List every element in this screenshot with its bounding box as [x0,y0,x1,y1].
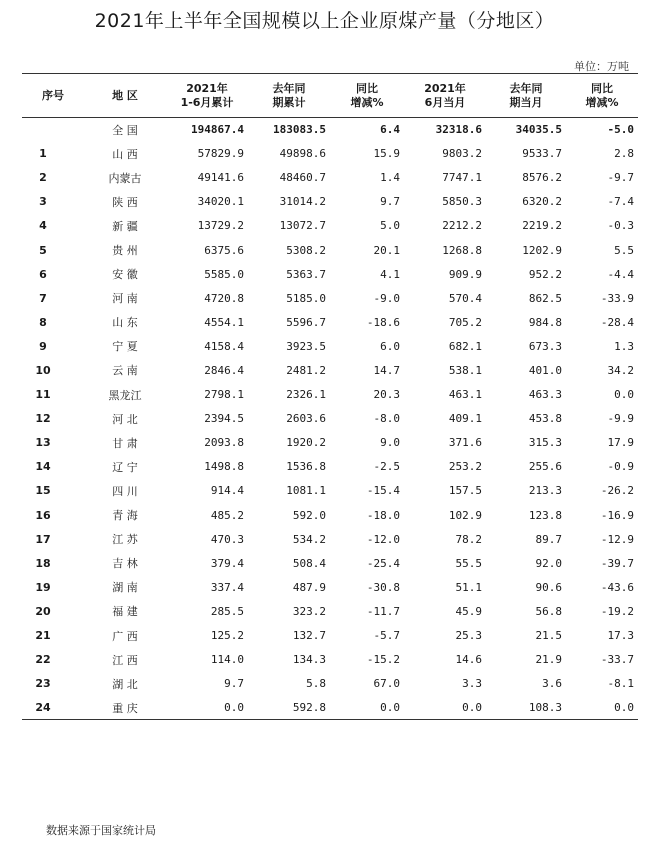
header-june-yoy: 同比 增减% [566,74,638,118]
june-cell: 14.6 [455,653,482,667]
last-year-ytd-cell: 5.8 [306,677,326,691]
table-row [22,696,638,720]
last-year-ytd-cell: 183083.5 [273,123,326,137]
ytd-yoy-cell: 1.4 [380,171,400,185]
last-year-ytd-cell: 5596.7 [286,315,326,329]
table-row [22,479,638,503]
last-year-ytd-cell: 592.8 [248,696,330,720]
june-yoy-cell: 2.8 [614,147,634,161]
region-cell: 新 疆 [112,219,138,233]
ytd-yoy-cell: -25.4 [366,556,400,570]
seq-cell: 18 [35,556,51,570]
june-cell: 705.2 [448,315,482,329]
ytd-yoy-cell: 14.7 [373,363,400,377]
last-year-june-cell: 213.3 [528,484,562,498]
ytd-yoy-cell: 6.4 [380,123,400,137]
seq-cell [22,118,84,142]
seq-cell: 20 [35,604,51,618]
ytd-yoy-cell: 9.0 [380,436,400,450]
june-cell: 45.9 [455,604,482,618]
region-cell: 山 西 [112,147,138,161]
last-year-june-cell: 123.8 [528,508,562,522]
ytd-cell: 285.5 [210,604,244,618]
region-cell: 河 南 [112,292,138,306]
june-cell: 2212.2 [442,219,482,233]
last-year-june-cell: 6320.2 [522,195,562,209]
table-row [22,503,638,527]
ytd-cell: 34020.1 [197,195,244,209]
june-yoy-cell: -8.1 [607,677,634,691]
june-yoy-cell: -9.9 [607,412,634,426]
june-cell: 157.5 [448,484,482,498]
ytd-cell: 2846.4 [204,363,244,377]
last-year-ytd-cell: 5185.0 [286,291,326,305]
june-yoy-cell: -26.2 [600,484,634,498]
last-year-june-cell: 90.6 [535,580,562,594]
ytd-cell: 125.2 [210,629,244,643]
last-year-june-cell: 1202.9 [522,243,562,257]
ytd-cell: 57829.9 [197,147,244,161]
june-yoy-cell: 5.5 [614,243,634,257]
seq-cell: 5 [39,243,47,257]
ytd-yoy-cell: 6.0 [380,339,400,353]
june-yoy-cell: 17.9 [607,436,634,450]
table-row [22,648,638,672]
last-year-ytd-cell: 48460.7 [279,171,326,185]
table-row [22,575,638,599]
region-cell: 江 苏 [112,533,138,547]
table-row [22,383,638,407]
june-cell: 909.9 [448,267,482,281]
table-row [22,431,638,455]
last-year-ytd-cell: 5363.7 [286,267,326,281]
header-seq: 序号 [22,74,84,118]
june-yoy-cell: 0.0 [614,388,634,402]
seq-cell: 2 [39,171,47,185]
region-cell: 黑龙江 [108,388,142,402]
june-yoy-cell: -16.9 [600,508,634,522]
ytd-cell: 4720.8 [204,291,244,305]
june-yoy-cell: -7.4 [607,195,634,209]
table-row [22,672,638,696]
last-year-june-cell: 862.5 [528,291,562,305]
region-cell: 全 国 [112,123,138,137]
june-cell: 102.9 [448,508,482,522]
ytd-cell: 13729.2 [197,219,244,233]
seq-cell: 14 [35,460,51,474]
last-year-ytd-cell: 31014.2 [279,195,326,209]
table-row [22,407,638,431]
header-last-year-ytd: 去年同 期累计 [248,74,330,118]
last-year-ytd-cell: 134.3 [292,653,326,667]
seq-cell: 12 [35,412,51,426]
seq-cell: 19 [35,580,51,594]
seq-cell: 10 [35,363,51,377]
ytd-cell: 6375.6 [204,243,244,257]
header-region: 地 区 [84,74,166,118]
last-year-ytd-cell: 49898.6 [279,147,326,161]
june-yoy-cell: -39.7 [600,556,634,570]
june-cell: 409.1 [448,412,482,426]
ytd-cell: 114.0 [210,653,244,667]
last-year-june-cell: 255.6 [528,460,562,474]
ytd-yoy-cell: 4.1 [380,267,400,281]
last-year-june-cell: 21.9 [535,653,562,667]
june-yoy-cell: -0.9 [607,460,634,474]
header-last-year-june: 去年同 期当月 [486,74,566,118]
last-year-ytd-cell: 3923.5 [286,339,326,353]
table-row [22,358,638,382]
last-year-ytd-cell: 508.4 [292,556,326,570]
last-year-june-cell: 401.0 [528,363,562,377]
last-year-ytd-cell: 323.2 [292,604,326,618]
ytd-yoy-cell: -5.7 [373,629,400,643]
ytd-cell: 2394.5 [204,412,244,426]
table-row [22,455,638,479]
ytd-yoy-cell: 67.0 [373,677,400,691]
last-year-ytd-cell: 592.0 [292,508,326,522]
last-year-june-cell: 453.8 [528,412,562,426]
june-cell: 55.5 [455,556,482,570]
seq-cell: 22 [35,653,51,667]
source-footnote: 数据来源于国家统计局 [46,824,156,837]
ytd-yoy-cell: 0.0 [330,696,404,720]
table-row [22,623,638,647]
seq-cell: 1 [39,147,47,161]
seq-cell: 11 [35,388,51,402]
region-cell: 内蒙古 [108,171,142,185]
table-row [22,142,638,166]
seq-cell: 13 [35,436,51,450]
june-yoy-cell: 34.2 [607,363,634,377]
june-cell: 3.3 [462,677,482,691]
ytd-cell: 194867.4 [191,123,244,137]
last-year-june-cell: 984.8 [528,315,562,329]
june-yoy-cell: -4.4 [607,267,634,281]
ytd-cell: 4158.4 [204,339,244,353]
ytd-cell: 49141.6 [197,171,244,185]
ytd-yoy-cell: -18.6 [366,315,400,329]
region-cell: 广 西 [112,629,138,643]
ytd-cell: 914.4 [210,484,244,498]
region-cell: 湖 北 [112,677,138,691]
region-cell: 福 建 [112,605,138,619]
last-year-ytd-cell: 1920.2 [286,436,326,450]
ytd-yoy-cell: -8.0 [373,412,400,426]
ytd-yoy-cell: 5.0 [380,219,400,233]
region-cell: 辽 宁 [112,460,138,474]
last-year-ytd-cell: 2326.1 [286,388,326,402]
ytd-yoy-cell: -9.0 [373,291,400,305]
seq-cell: 23 [35,677,51,691]
ytd-yoy-cell: -11.7 [366,604,400,618]
ytd-cell: 485.2 [210,508,244,522]
ytd-cell: 4554.1 [204,315,244,329]
ytd-yoy-cell: -30.8 [366,580,400,594]
table-row [22,527,638,551]
ytd-cell: 337.4 [210,580,244,594]
seq-cell: 16 [35,508,51,522]
region-cell: 安 徽 [112,268,138,282]
june-cell: 32318.6 [435,123,482,137]
ytd-cell: 379.4 [210,556,244,570]
seq-cell: 9 [39,339,47,353]
region-cell: 四 川 [112,484,138,498]
june-yoy-cell: 0.0 [566,696,638,720]
last-year-june-cell: 21.5 [535,629,562,643]
region-cell: 重 庆 [84,696,166,720]
page-title: 2021年上半年全国规模以上企业原煤产量（分地区） [94,10,555,32]
ytd-yoy-cell: 15.9 [373,147,400,161]
june-cell: 78.2 [455,532,482,546]
region-cell: 陕 西 [112,195,138,209]
june-cell: 463.1 [448,388,482,402]
region-cell: 江 西 [112,653,138,667]
last-year-june-cell: 673.3 [528,339,562,353]
table-row [22,166,638,190]
june-yoy-cell: -5.0 [607,123,634,137]
ytd-cell: 2798.1 [204,388,244,402]
table-row [22,310,638,334]
last-year-ytd-cell: 132.7 [292,629,326,643]
june-cell: 371.6 [448,436,482,450]
ytd-cell: 0.0 [166,696,248,720]
seq-cell: 7 [39,291,47,305]
region-cell: 青 海 [112,509,138,523]
seq-cell: 15 [35,484,51,498]
unit-label: 单位：万吨 [574,60,629,73]
table-row-total [22,118,638,142]
seq-cell: 6 [39,267,47,281]
table-row [22,190,638,214]
last-year-june-cell: 952.2 [528,267,562,281]
last-year-ytd-cell: 1536.8 [286,460,326,474]
seq-cell: 17 [35,532,51,546]
region-cell: 吉 林 [112,557,138,571]
ytd-cell: 9.7 [224,677,244,691]
june-yoy-cell: 17.3 [607,629,634,643]
june-yoy-cell: -33.9 [600,291,634,305]
last-year-ytd-cell: 13072.7 [279,219,326,233]
june-cell: 253.2 [448,460,482,474]
last-year-june-cell: 3.6 [542,677,562,691]
last-year-ytd-cell: 2603.6 [286,412,326,426]
last-year-june-cell: 463.3 [528,388,562,402]
june-yoy-cell: -33.7 [600,653,634,667]
june-yoy-cell: -43.6 [600,580,634,594]
region-cell: 云 南 [112,364,138,378]
ytd-cell: 470.3 [210,532,244,546]
region-cell: 河 北 [112,412,138,426]
table-row [22,551,638,575]
june-yoy-cell: -19.2 [600,604,634,618]
last-year-june-cell: 34035.5 [515,123,562,137]
ytd-yoy-cell: -15.4 [366,484,400,498]
ytd-cell: 5585.0 [204,267,244,281]
last-year-june-cell: 9533.7 [522,147,562,161]
last-year-june-cell: 92.0 [535,556,562,570]
last-year-june-cell: 89.7 [535,532,562,546]
table-row [22,214,638,238]
last-year-june-cell: 56.8 [535,604,562,618]
last-year-ytd-cell: 487.9 [292,580,326,594]
seq-cell: 21 [35,629,51,643]
june-yoy-cell: -12.9 [600,532,634,546]
region-cell: 山 东 [112,316,138,330]
table-row [22,334,638,358]
table-row [22,238,638,262]
table-header-row [22,74,638,118]
region-cell: 贵 州 [112,244,138,258]
june-yoy-cell: 1.3 [614,339,634,353]
coal-output-table [22,73,638,720]
last-year-ytd-cell: 5308.2 [286,243,326,257]
ytd-yoy-cell: 20.3 [373,388,400,402]
seq-cell: 3 [39,195,47,209]
last-year-june-cell: 8576.2 [522,171,562,185]
table-row [22,599,638,623]
june-cell: 51.1 [455,580,482,594]
last-year-ytd-cell: 1081.1 [286,484,326,498]
last-year-ytd-cell: 534.2 [292,532,326,546]
table-row [22,286,638,310]
june-yoy-cell: -9.7 [607,171,634,185]
seq-cell: 24 [22,696,84,720]
header-ytd-yoy: 同比 增减% [330,74,404,118]
june-yoy-cell: -0.3 [607,219,634,233]
seq-cell: 8 [39,315,47,329]
ytd-yoy-cell: -18.0 [366,508,400,522]
region-cell: 甘 肃 [112,436,138,450]
table-row [22,262,638,286]
june-cell: 0.0 [404,696,486,720]
june-cell: 7747.1 [442,171,482,185]
june-cell: 25.3 [455,629,482,643]
ytd-yoy-cell: -15.2 [366,653,400,667]
june-cell: 538.1 [448,363,482,377]
last-year-june-cell: 108.3 [486,696,566,720]
june-cell: 5850.3 [442,195,482,209]
header-june: 2021年 6月当月 [404,74,486,118]
region-cell: 湖 南 [112,581,138,595]
ytd-yoy-cell: 20.1 [373,243,400,257]
ytd-cell: 1498.8 [204,460,244,474]
last-year-june-cell: 315.3 [528,436,562,450]
seq-cell: 4 [39,219,47,233]
ytd-yoy-cell: -2.5 [373,460,400,474]
june-cell: 9803.2 [442,147,482,161]
ytd-yoy-cell: -12.0 [366,532,400,546]
last-year-june-cell: 2219.2 [522,219,562,233]
june-cell: 1268.8 [442,243,482,257]
june-yoy-cell: -28.4 [600,315,634,329]
ytd-cell: 2093.8 [204,436,244,450]
ytd-yoy-cell: 9.7 [380,195,400,209]
last-year-ytd-cell: 2481.2 [286,363,326,377]
header-ytd: 2021年 1-6月累计 [166,74,248,118]
june-cell: 682.1 [448,339,482,353]
june-cell: 570.4 [448,291,482,305]
region-cell: 宁 夏 [112,340,138,354]
